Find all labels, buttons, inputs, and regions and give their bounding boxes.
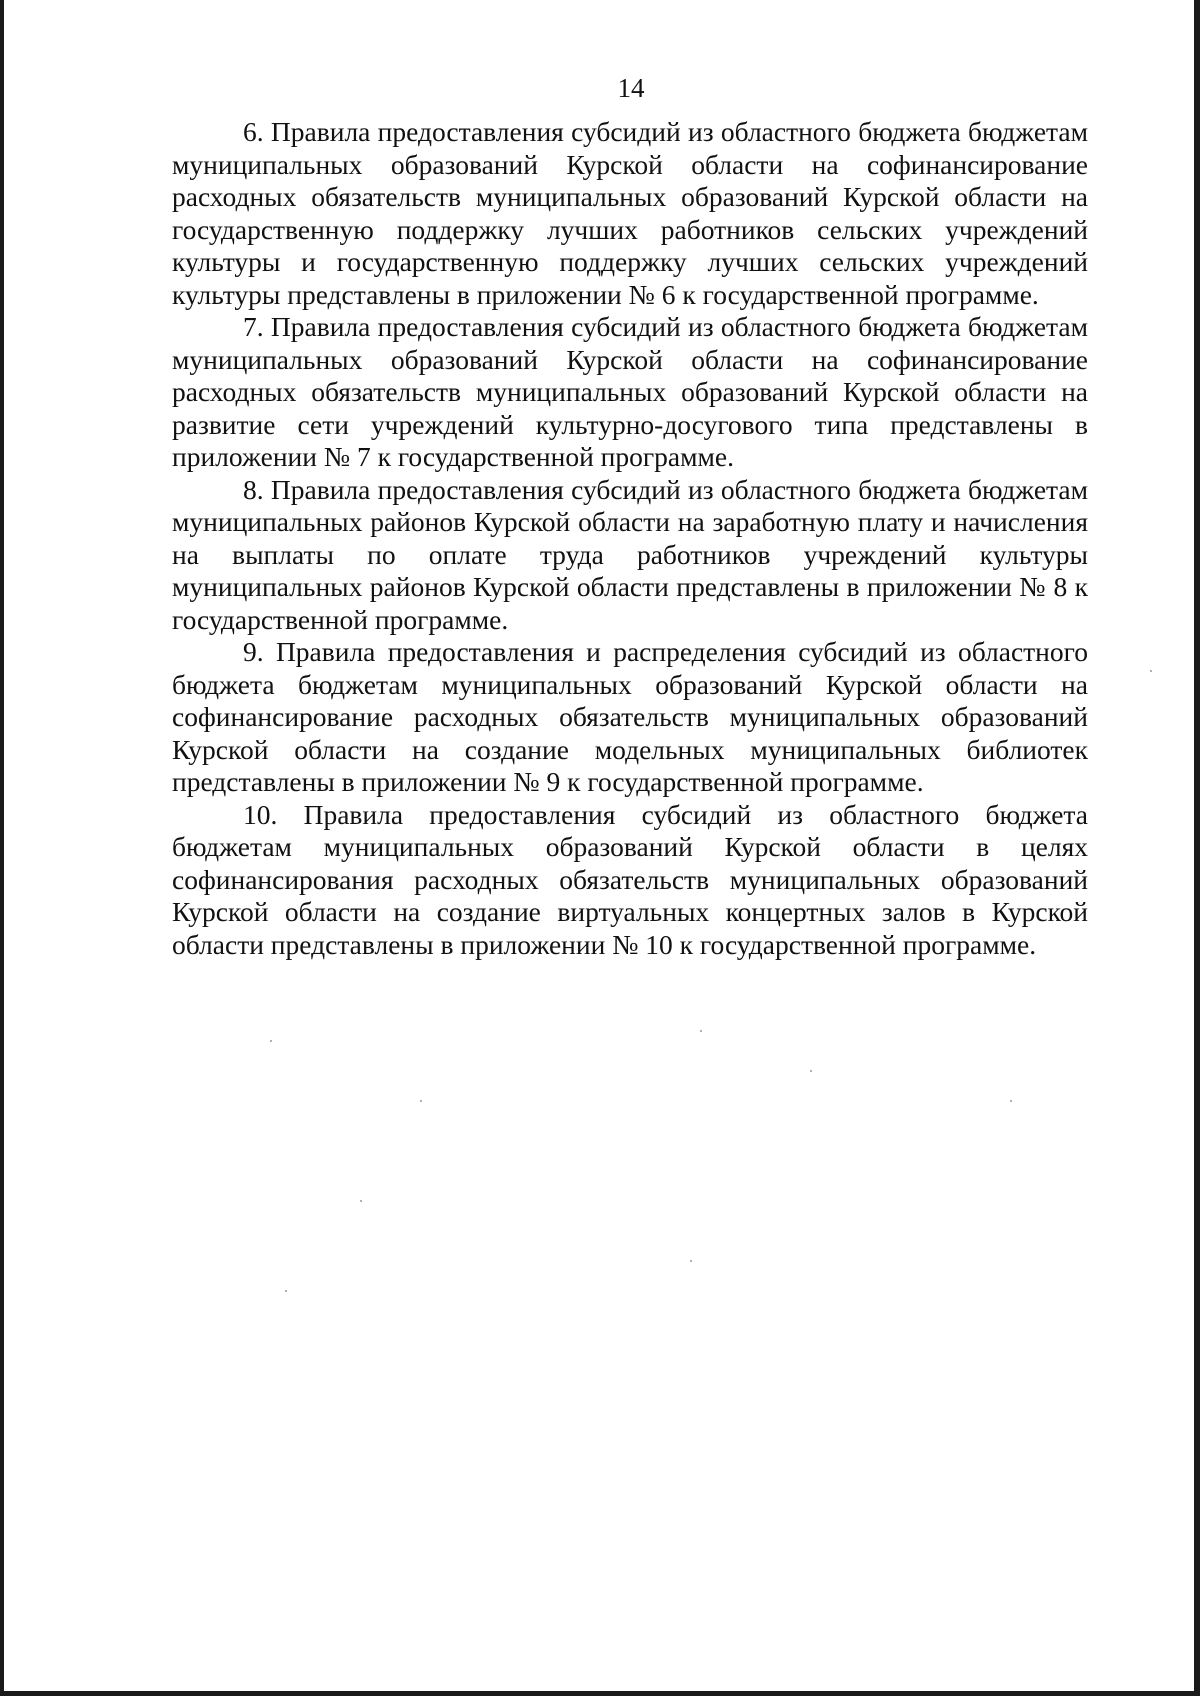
scan-edge-right <box>1194 0 1200 1696</box>
paragraph-6: 6. Правила предоставления субсидий из областного бюджета бюджетам муниципальных образований Курской области на софинансирование расходных обязательств муниципальных образований Курской области на государственную поддержку лучших работников сельских учреждений культуры и государственную поддержку лучших сельских учреждений культуры представлены в приложении № 6 к государственной программе. <box>172 116 1088 310</box>
scan-speck <box>1010 1100 1012 1102</box>
scan-speck <box>420 1100 422 1102</box>
document-body <box>172 116 1088 961</box>
scan-speck <box>270 1040 272 1042</box>
paragraph-9: 9. Правила предоставления и распределения субсидий из областного бюджета бюджетам муниципальных образований Курской области на софинансирование расходных обязательств муниципальных образований Курской области на создание модельных муниципальных библиотек представлены в приложении № 9 к государственной программе. <box>172 636 1088 797</box>
scan-speck <box>700 1030 702 1032</box>
paragraph-8: 8. Правила предоставления субсидий из областного бюджета бюджетам муниципальных районов Курской области на заработную плату и начисления на выплаты по оплате труда работников учреждений культуры муниципальных районов Курской области представлены в приложении № 8 к государственной программе. <box>172 473 1088 635</box>
paragraph-7: 7. Правила предоставления субсидий из областного бюджета бюджетам муниципальных образований Курской области на софинансирование расходных обязательств муниципальных образований Курской области на развитие сети учреждений культурно-досугового типа представлены в приложении № 7 к государственной программе. <box>172 311 1088 472</box>
scan-edge-left <box>0 0 4 1696</box>
scan-speck <box>810 1070 812 1072</box>
scan-speck <box>690 1260 692 1262</box>
scan-speck <box>285 1290 287 1292</box>
scan-speck <box>360 1200 362 1202</box>
scan-edge-bottom <box>0 1691 1200 1696</box>
page-number: 14 <box>617 73 645 103</box>
paragraph-10: 10. Правила предоставления субсидий из областного бюджета бюджетам муниципальных образований Курской области в целях софинансирования расходных обязательств муниципальных образований Курской области на создание виртуальных концертных залов в Курской области представлены в приложении № 10 к государственной программе. <box>172 798 1088 960</box>
scan-speck <box>1150 670 1152 672</box>
